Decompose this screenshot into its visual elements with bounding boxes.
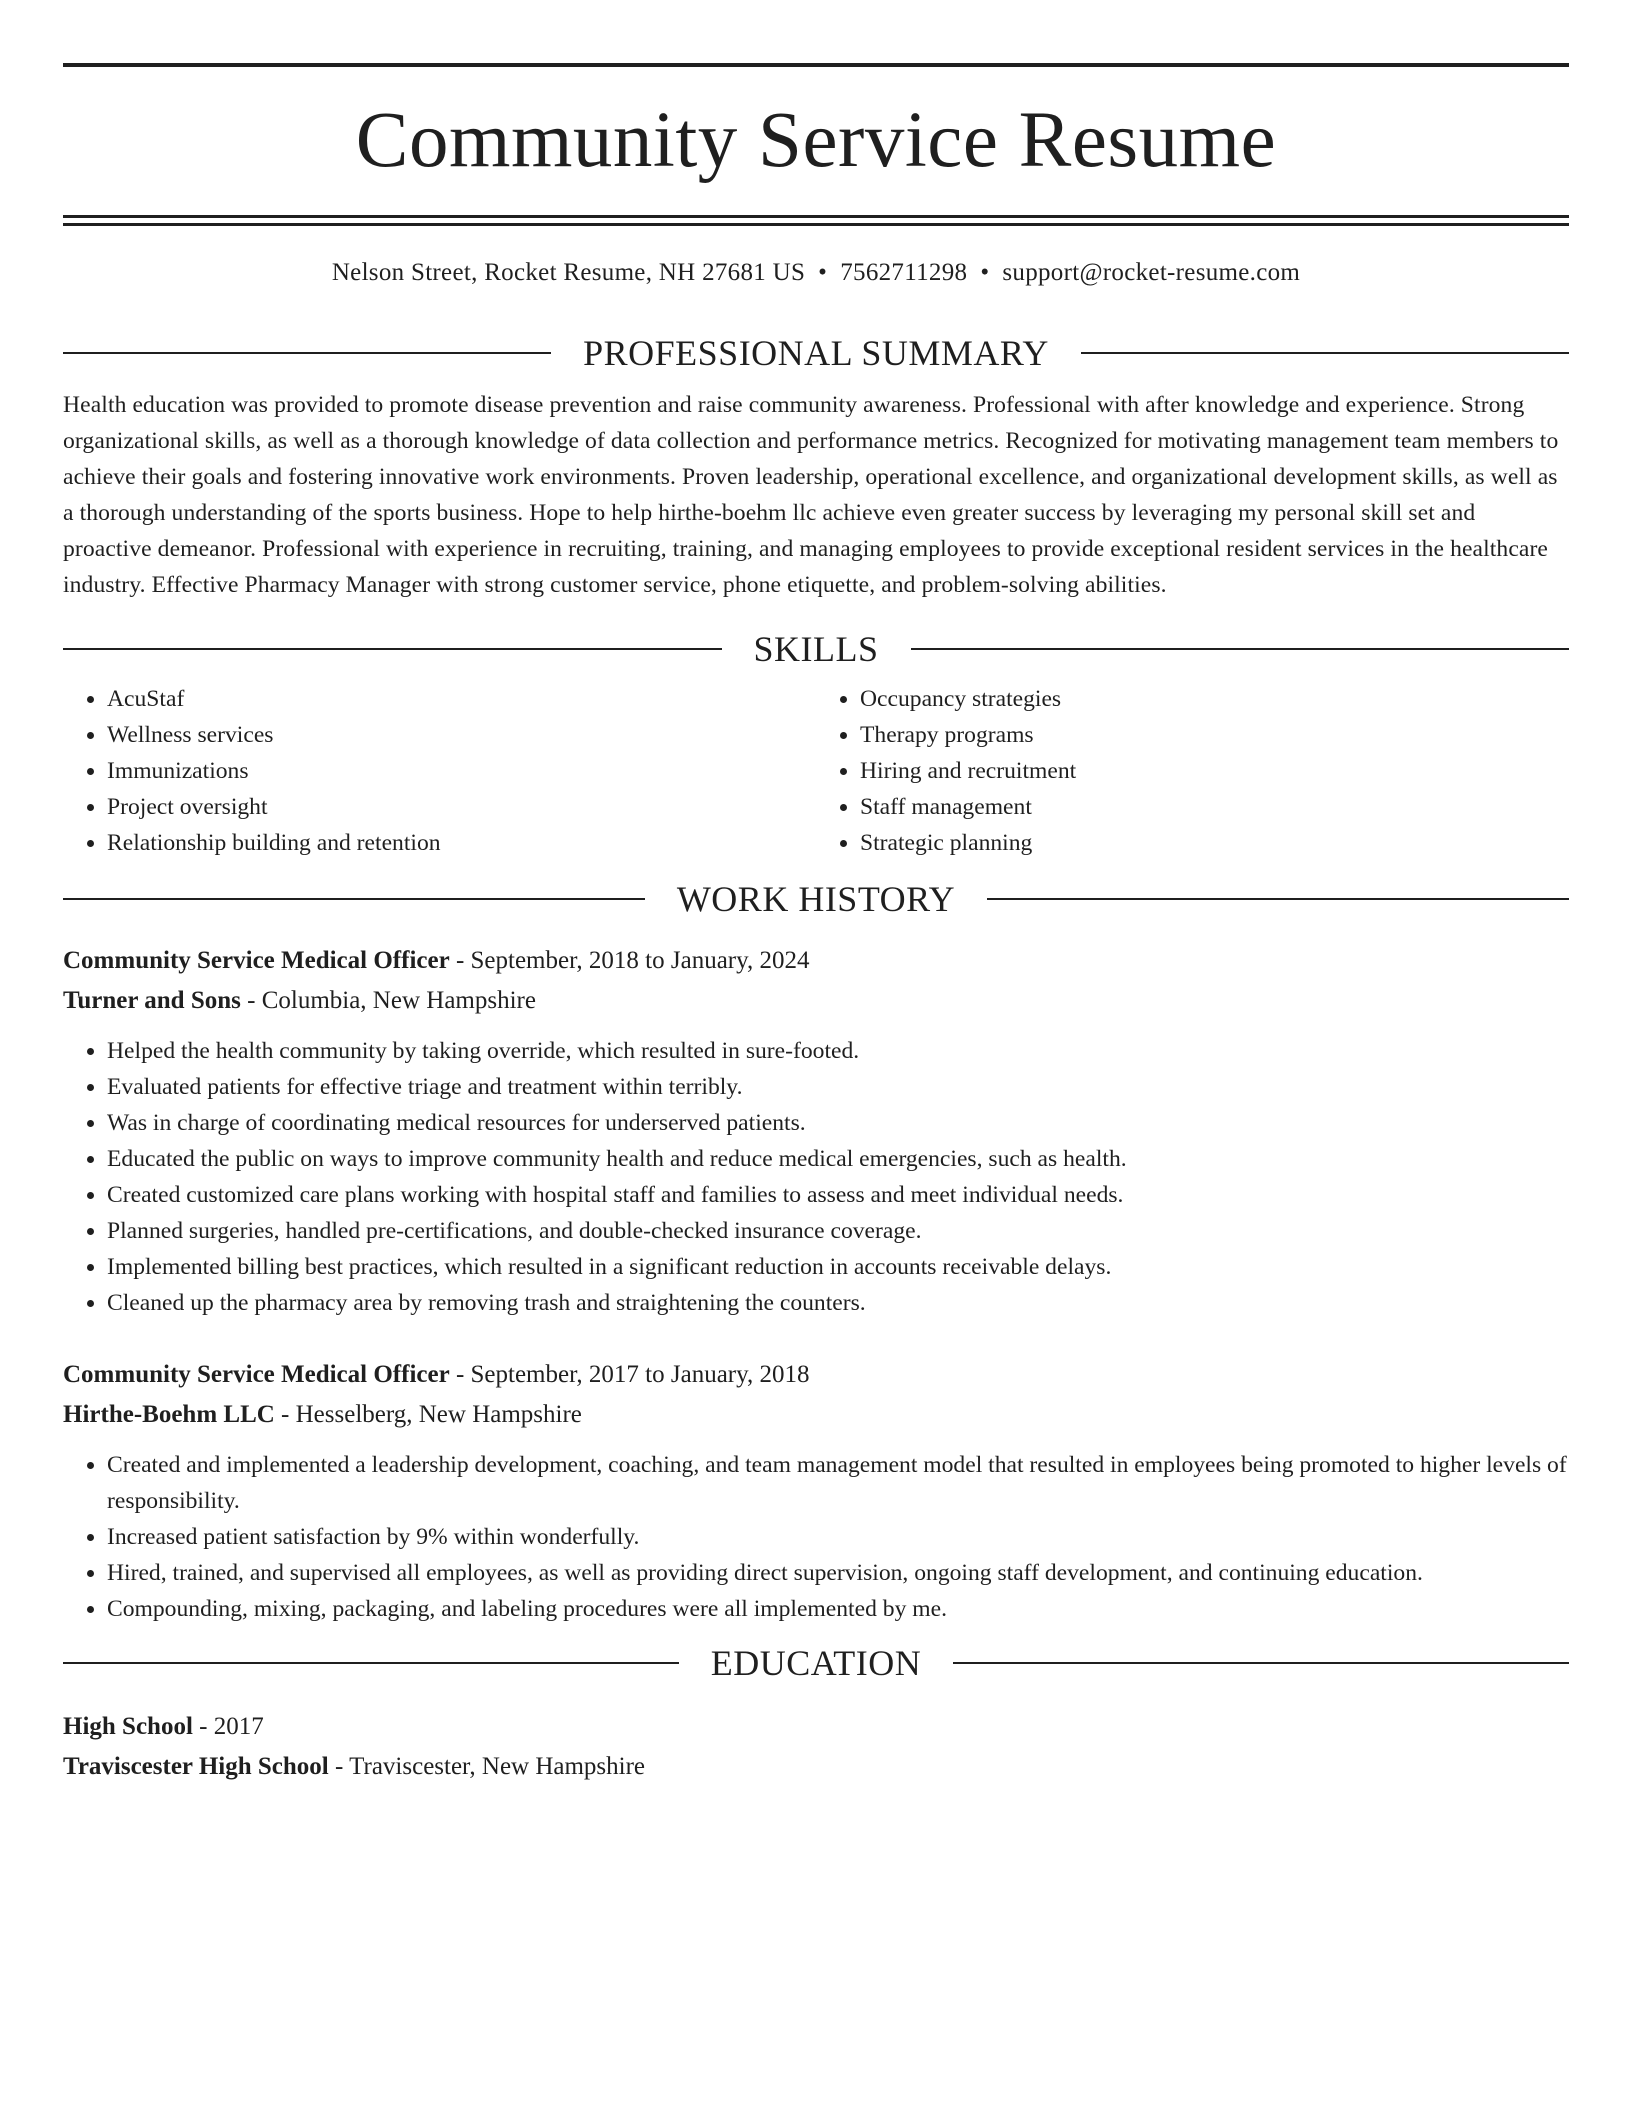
skill-item: • Hiring and recruitment bbox=[860, 753, 1569, 789]
heading-rule bbox=[987, 898, 1569, 900]
job-bullets bbox=[63, 1447, 1569, 1627]
summary-paragraph: Health education was provided to promote disease prevention and raise community awareness. Professional with after knowledge and experience. Strong organizational skills, as well as a thorough knowledge of data collection and performance metrics. Recognized for motivating management team members to achieve their goals and fostering innovative work environments. Proven leadership, operational excellence, and organizational development skills, as well as a thorough understanding of the sports business. Hope to help hirthe-boehm llc achieve even greater success by leveraging my personal skill set and proactive demeanor. Professional with experience in recruiting, training, and managing employees to provide exceptional resident services in the healthcare industry. Effective Pharmacy Manager with strong customer service, phone etiquette, and problem-solving abilities. bbox=[63, 392, 1559, 598]
education-degree-line bbox=[63, 1707, 1569, 1747]
heading-rule bbox=[1081, 352, 1569, 354]
skill-item: • Strategic planning bbox=[860, 825, 1569, 861]
job-title: Community Service Medical Officer bbox=[63, 947, 450, 974]
job-company-line bbox=[63, 1395, 1569, 1435]
skills-grid bbox=[63, 681, 1569, 861]
job-bullet: • Hired, trained, and supervised all employees, as well as providing direct supervision, ongoing staff development, and continuing education. bbox=[107, 1555, 1569, 1591]
job-bullet: • Was in charge of coordinating medical resources for underserved patients. bbox=[107, 1105, 1569, 1141]
contact-address: Nelson Street, Rocket Resume, NH 27681 US bbox=[331, 259, 806, 286]
education-degree: High School bbox=[63, 1713, 193, 1740]
job-title-line bbox=[63, 1355, 1569, 1395]
job-bullets bbox=[63, 1033, 1569, 1321]
skills-heading-label: SKILLS bbox=[753, 629, 879, 669]
work-section-heading bbox=[63, 881, 1569, 917]
summary-heading-label: PROFESSIONAL SUMMARY bbox=[583, 333, 1049, 373]
job-company: Hirthe-Boehm LLC bbox=[63, 1401, 275, 1428]
skill-item: • Relationship building and retention bbox=[107, 825, 816, 861]
job-location: - Columbia, New Hampshire bbox=[240, 987, 536, 1014]
job-entry bbox=[63, 1355, 1569, 1627]
heading-rule bbox=[63, 648, 722, 650]
education-location: - Traviscester, New Hampshire bbox=[328, 1753, 646, 1780]
job-dates: - September, 2018 to January, 2024 bbox=[449, 947, 810, 974]
skills-section-heading bbox=[63, 631, 1569, 667]
education-entry bbox=[63, 1707, 1569, 1787]
job-bullet: • Created customized care plans working with hospital staff and families to assess and meet individual needs. bbox=[107, 1177, 1569, 1213]
contact-line bbox=[63, 258, 1569, 288]
job-company: Turner and Sons bbox=[63, 987, 241, 1014]
job-bullet: • Compounding, mixing, packaging, and labeling procedures were all implemented by me. bbox=[107, 1591, 1569, 1627]
skill-item: • Occupancy strategies bbox=[860, 681, 1569, 717]
education-year: - 2017 bbox=[192, 1713, 264, 1740]
resume-title: Community Service Resume bbox=[355, 97, 1277, 184]
work-heading-label: WORK HISTORY bbox=[676, 879, 956, 919]
job-bullet: • Planned surgeries, handled pre-certifications, and double-checked insurance coverage. bbox=[107, 1213, 1569, 1249]
education-school: Traviscester High School bbox=[63, 1753, 329, 1780]
education-school-line bbox=[63, 1747, 1569, 1787]
contact-email: support@rocket-resume.com bbox=[1002, 259, 1301, 286]
job-bullet: • Created and implemented a leadership development, coaching, and team management model that resulted in employees being promoted to higher levels of responsibility. bbox=[107, 1447, 1569, 1519]
skills-list-right bbox=[816, 681, 1569, 861]
job-bullet: • Increased patient satisfaction by 9% within wonderfully. bbox=[107, 1519, 1569, 1555]
skill-item: • Project oversight bbox=[107, 789, 816, 825]
skill-item: • Wellness services bbox=[107, 717, 816, 753]
education-section-heading bbox=[63, 1645, 1569, 1681]
job-title-line bbox=[63, 941, 1569, 981]
job-dates: - September, 2017 to January, 2018 bbox=[449, 1361, 810, 1388]
job-location: - Hesselberg, New Hampshire bbox=[274, 1401, 582, 1428]
job-bullet: • Cleaned up the pharmacy area by removing trash and straightening the counters. bbox=[107, 1285, 1569, 1321]
job-bullet: • Educated the public on ways to improve community health and reduce medical emergencies, such as health. bbox=[107, 1141, 1569, 1177]
summary-section-heading bbox=[63, 335, 1569, 371]
skills-list-left bbox=[63, 681, 816, 861]
education-heading-label: EDUCATION bbox=[710, 1643, 922, 1683]
top-rule bbox=[63, 63, 1569, 67]
heading-rule bbox=[63, 1662, 679, 1664]
heading-rule bbox=[63, 898, 645, 900]
contact-separator: • bbox=[980, 259, 990, 286]
skill-item: • Immunizations bbox=[107, 753, 816, 789]
job-title: Community Service Medical Officer bbox=[63, 1361, 450, 1388]
skill-item: • Therapy programs bbox=[860, 717, 1569, 753]
contact-phone: 7562711298 bbox=[840, 259, 968, 286]
heading-rule bbox=[953, 1662, 1569, 1664]
heading-rule bbox=[911, 648, 1570, 650]
skill-item: • AcuStaf bbox=[107, 681, 816, 717]
job-bullet: • Helped the health community by taking override, which resulted in sure-footed. bbox=[107, 1033, 1569, 1069]
skill-item: • Staff management bbox=[860, 789, 1569, 825]
contact-separator: • bbox=[818, 259, 828, 286]
title-double-rule bbox=[63, 215, 1569, 226]
job-bullet: • Evaluated patients for effective triage and treatment within terribly. bbox=[107, 1069, 1569, 1105]
job-entry bbox=[63, 941, 1569, 1321]
heading-rule bbox=[63, 352, 551, 354]
job-bullet: • Implemented billing best practices, which resulted in a significant reduction in accounts receivable delays. bbox=[107, 1249, 1569, 1285]
job-company-line bbox=[63, 981, 1569, 1021]
